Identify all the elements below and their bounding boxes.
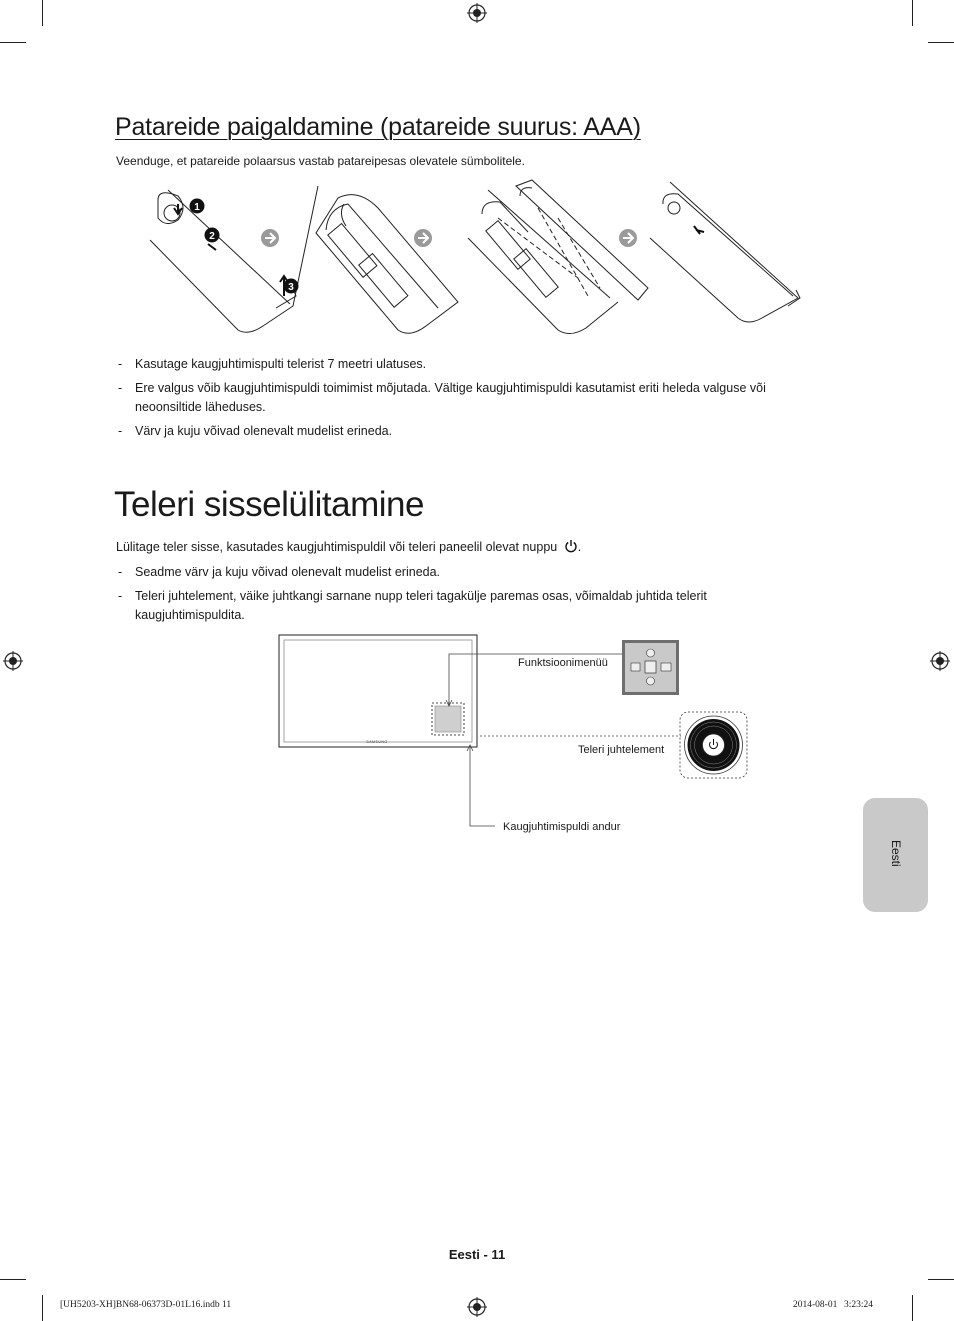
remote-step-1 — [150, 186, 318, 332]
controller-joystick-icon — [680, 712, 747, 778]
remote-sensor-label: Kaugjuhtimispuldi andur — [503, 821, 621, 833]
menu-source-icon — [661, 663, 671, 671]
menu-grid-icon — [631, 663, 640, 671]
menu-settings-icon — [647, 649, 655, 657]
function-menu-label: Funktsioonimenüü — [518, 657, 608, 669]
remote-step-4 — [650, 182, 800, 322]
crop-mark — [42, 0, 43, 26]
footer-timestamp: 2014-08-01 3:23:24 — [793, 1300, 874, 1310]
svg-text:1: 1 — [194, 202, 200, 213]
power-on-intro-end: . — [577, 540, 582, 554]
step-badge-3 — [284, 279, 299, 294]
list-item: - Teleri juhtelement, väike juhtkangi sarnane nupp teleri tagakülje paremas osas, võimaldab juhtida telerit kaugjuhtimispuldita. — [118, 589, 707, 622]
registration-mark-top — [467, 3, 487, 23]
registration-mark-right — [930, 651, 950, 671]
crop-mark — [928, 1279, 954, 1280]
crop-mark — [0, 1279, 26, 1280]
svg-text:3: 3 — [288, 282, 294, 293]
page-number: Eesti - 11 — [448, 1247, 506, 1262]
power-on-notes — [116, 563, 816, 630]
power-icon — [564, 539, 578, 553]
tv-diagram — [275, 630, 755, 840]
tv-brand-logo: SAMSUNG — [366, 740, 388, 744]
crop-mark — [912, 1295, 913, 1321]
crop-mark — [928, 42, 954, 43]
list-item: - Värv ja kuju võivad olenevalt mudelist erineda. — [118, 424, 393, 438]
step-badge-2 — [205, 228, 220, 243]
footer-file-info: [UH5203-XH]BN68-06373D-01L16.indb 11 — [60, 1300, 232, 1310]
list-item: - Seadme värv ja kuju võivad olenevalt mudelist erineda. — [118, 565, 441, 579]
menu-power-icon — [647, 677, 655, 685]
crop-mark — [42, 1295, 43, 1321]
remote-step-3 — [468, 180, 648, 334]
language-side-tab-label: Eesti — [889, 840, 903, 867]
tv-controller-area — [432, 703, 464, 735]
battery-installation-illustration — [148, 178, 808, 338]
remote-step-2 — [316, 195, 458, 334]
step-badge-1 — [190, 199, 205, 214]
svg-text:2: 2 — [209, 231, 215, 242]
batteries-notes — [116, 355, 816, 446]
batteries-intro: Veenduge, et patareide polaarsus vastab patareipesas olevatele sümbolitele. — [116, 154, 525, 168]
section-title-power-on: Teleri sisselülitamine — [114, 485, 424, 524]
power-on-intro — [116, 538, 581, 557]
language-side-tab — [863, 798, 928, 912]
section-title-batteries: Patareide paigaldamine (patareide suurus: AAA) — [115, 113, 641, 141]
list-item: - Kasutage kaugjuhtimispulti telerist 7 meetri ulatuses. — [118, 357, 427, 371]
tv-controller-label: Teleri juhtelement — [578, 744, 665, 756]
menu-return-icon — [645, 661, 656, 673]
next-arrow-icon — [619, 229, 637, 247]
power-on-intro-text: Lülitage teler sisse, kasutades kaugjuhtimispuldil või teleri paneelil olevat nuppu — [116, 540, 558, 554]
registration-mark-left — [3, 651, 23, 671]
crop-mark — [0, 42, 26, 43]
next-arrow-icon — [414, 229, 432, 247]
next-arrow-icon — [261, 229, 279, 247]
crop-mark — [912, 0, 913, 26]
list-item: - Ere valgus võib kaugjuhtimispuldi toimimist mõjutada. Vältige kaugjuhtimispuldi kasutamist eriti heleda valguse või neoonsiltide läheduses. — [118, 381, 766, 414]
function-menu-panel — [622, 640, 679, 695]
registration-mark-bottom — [467, 1297, 487, 1317]
